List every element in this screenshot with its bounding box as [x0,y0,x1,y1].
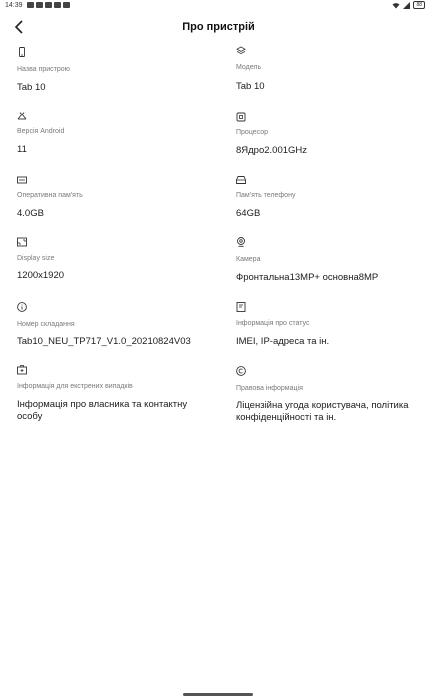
legal-info-label: Правова інформація [236,385,303,392]
layers-icon [236,46,246,56]
build-number-value: Tab10_NEU_TP717_V1.0_20210824V03 [17,336,191,347]
model-label: Модель [236,64,262,71]
camera-icon [236,237,246,247]
status-icon [236,302,246,312]
device-name-value: Tab 10 [17,82,46,93]
android-version-value: 11 [17,144,27,155]
wifi-icon [392,2,400,9]
legal-info-value: Ліцензійна угода користувача, політика конфіденційності та ін. [236,400,409,423]
storage-value: 64GB [236,208,261,219]
storage-label: Пам'ять телефону [236,192,296,199]
emergency-info-label: Інформація для екстрених випадків [17,383,133,390]
copyright-icon [236,366,246,376]
camera-value: Фронтальна13MP+ основна8MP [236,272,379,283]
ram-icon [17,175,27,185]
notification-icon [63,2,70,8]
emergency-info-value: Інформація про власника та контактну особу [17,399,188,422]
notification-icon [27,2,34,8]
build-number-label: Номер складання [17,321,75,328]
android-icon [17,111,27,121]
device-name-label: Назва пристрою [17,66,70,73]
display-size-value: 1200x1920 [17,270,65,281]
camera-label: Камера [236,256,261,263]
header [0,14,437,42]
status-bar [0,0,437,14]
ram-value: 4.0GB [17,208,44,219]
signal-icon [403,2,410,9]
navigation-handle[interactable] [183,693,253,696]
display-size-label: Display size [17,255,55,262]
android-version-label: Версія Android [17,128,65,135]
notification-icons [27,2,70,8]
storage-icon [236,175,246,185]
notification-icon [45,2,52,8]
page-title: Про пристрій [182,21,255,33]
ram-label: Оперативна пам'ять [17,192,83,199]
processor-icon [236,112,246,122]
status-info-value: IMEI, IP-адреса та ін. [236,336,330,347]
processor-label: Процесор [236,129,269,136]
system-icons [392,1,425,9]
model-value: Tab 10 [236,81,265,92]
processor-value: 8Ядро2.001GHz [236,145,308,156]
display-icon [17,237,27,247]
status-info-label: Інформація про статус [236,320,310,327]
notification-icon [54,2,61,8]
battery-icon: 88 [413,1,425,9]
status-time: 14:39 [5,2,23,9]
emergency-icon [17,365,27,375]
info-icon [17,302,27,312]
phone-icon [17,47,27,57]
notification-icon [36,2,43,8]
